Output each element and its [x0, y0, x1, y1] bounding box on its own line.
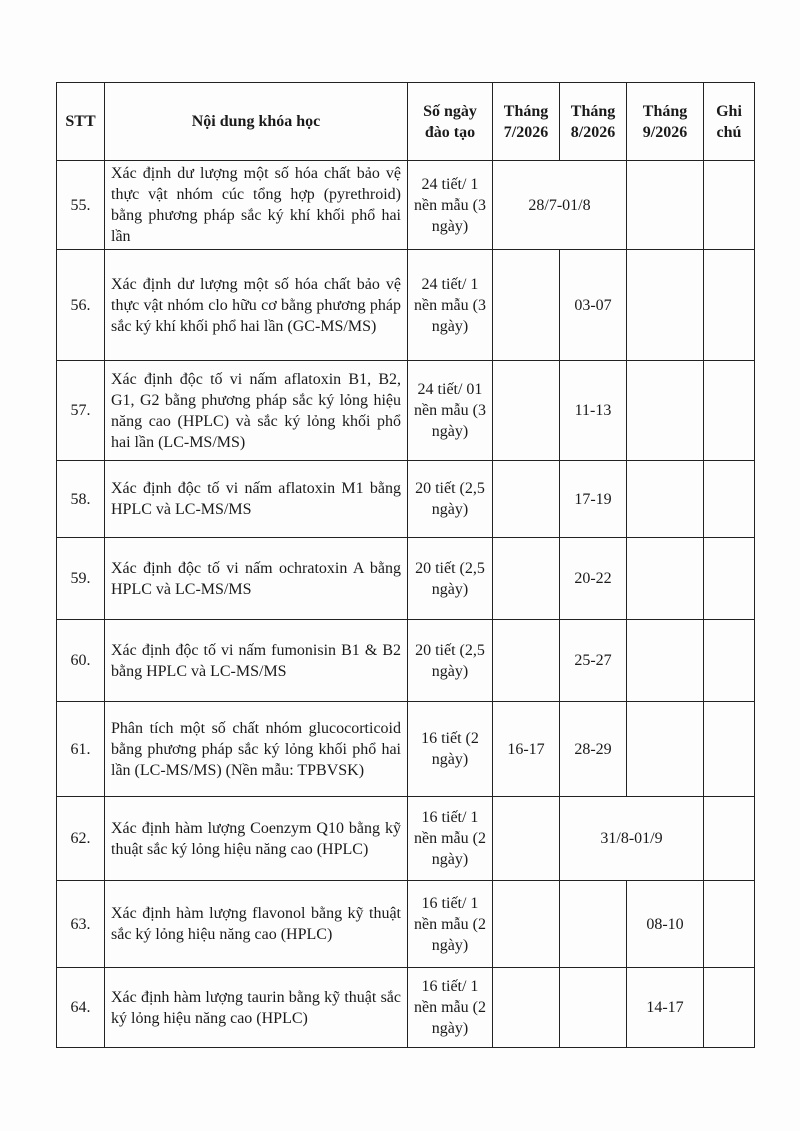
header-month-8: Tháng 8/2026: [560, 83, 627, 161]
training-duration: 20 tiết (2,5 ngày): [408, 538, 493, 620]
table-row: [57, 881, 755, 968]
month-7-cell: [493, 361, 560, 461]
course-content: Phân tích một số chất nhóm glucocorticoid bằng phương pháp sắc ký lỏng khối phổ hai lần (LC-MS/MS) (Nền mẫu: TPBVSK): [105, 702, 408, 797]
row-number: 64.: [57, 968, 105, 1048]
month-7-cell: [493, 968, 560, 1048]
month-9-cell: 08-10: [627, 881, 704, 968]
month-9-cell: 14-17: [627, 968, 704, 1048]
month-7-cell: [493, 797, 560, 881]
header-stt: STT: [57, 83, 105, 161]
course-content: Xác định độc tố vi nấm fumonisin B1 & B2 bằng HPLC và LC-MS/MS: [105, 620, 408, 702]
training-duration: 24 tiết/ 1 nền mẫu (3 ngày): [408, 161, 493, 250]
header-month-9: Tháng 9/2026: [627, 83, 704, 161]
row-number: 58.: [57, 461, 105, 538]
table-row: [57, 620, 755, 702]
month-9-cell: [627, 461, 704, 538]
month-9-cell: [627, 702, 704, 797]
month-8-cell: 03-07: [560, 250, 627, 361]
month-7-cell: [493, 538, 560, 620]
note-cell: [704, 702, 755, 797]
month-8-cell: 17-19: [560, 461, 627, 538]
table-row: [57, 968, 755, 1048]
row-number: 63.: [57, 881, 105, 968]
course-content: Xác định độc tố vi nấm aflatoxin B1, B2, G1, G2 bằng phương pháp sắc ký lỏng hiệu năng cao (HPLC) và sắc ký lỏng khối phổ hai lần (LC-MS/MS): [105, 361, 408, 461]
training-duration: 16 tiết/ 1 nền mẫu (2 ngày): [408, 881, 493, 968]
row-number: 56.: [57, 250, 105, 361]
note-cell: [704, 161, 755, 250]
table-row: [57, 250, 755, 361]
row-number: 62.: [57, 797, 105, 881]
row-number: 59.: [57, 538, 105, 620]
note-cell: [704, 461, 755, 538]
training-duration: 20 tiết (2,5 ngày): [408, 620, 493, 702]
month-8-cell: 28-29: [560, 702, 627, 797]
course-content: Xác định hàm lượng flavonol bằng kỹ thuật sắc ký lỏng hiệu năng cao (HPLC): [105, 881, 408, 968]
training-duration: 24 tiết/ 01 nền mẫu (3 ngày): [408, 361, 493, 461]
month-7-cell: [493, 250, 560, 361]
training-duration: 20 tiết (2,5 ngày): [408, 461, 493, 538]
row-number: 57.: [57, 361, 105, 461]
training-duration: 24 tiết/ 1 nền mẫu (3 ngày): [408, 250, 493, 361]
row-number: 60.: [57, 620, 105, 702]
note-cell: [704, 797, 755, 881]
table-row: [57, 538, 755, 620]
note-cell: [704, 620, 755, 702]
training-duration: 16 tiết (2 ngày): [408, 702, 493, 797]
table-row: [57, 797, 755, 881]
month-7-cell: [493, 881, 560, 968]
course-content: Xác định độc tố vi nấm ochratoxin A bằng HPLC và LC-MS/MS: [105, 538, 408, 620]
month-7-cell: 16-17: [493, 702, 560, 797]
month-7-cell: [493, 620, 560, 702]
month-8-cell: [560, 968, 627, 1048]
header-note: Ghi chú: [704, 83, 755, 161]
table-row: [57, 702, 755, 797]
training-duration: 16 tiết/ 1 nền mẫu (2 ngày): [408, 797, 493, 881]
month-8-cell: 20-22: [560, 538, 627, 620]
table-row: [57, 361, 755, 461]
month-8-cell: [560, 881, 627, 968]
row-number: 55.: [57, 161, 105, 250]
training-duration: 16 tiết/ 1 nền mẫu (2 ngày): [408, 968, 493, 1048]
month-9-cell: [627, 161, 704, 250]
course-content: Xác định dư lượng một số hóa chất bảo vệ thực vật nhóm clo hữu cơ bằng phương pháp sắc ký khí khối phổ hai lần (GC-MS/MS): [105, 250, 408, 361]
month-9-cell: [627, 620, 704, 702]
schedule-date: 31/8-01/9: [560, 797, 704, 881]
table-row: [57, 461, 755, 538]
header-course-content: Nội dung khóa học: [105, 83, 408, 161]
table-row: [57, 161, 755, 250]
note-cell: [704, 361, 755, 461]
month-7-cell: [493, 461, 560, 538]
month-9-cell: [627, 361, 704, 461]
month-9-cell: [627, 250, 704, 361]
table-header-row: [57, 83, 755, 161]
row-number: 61.: [57, 702, 105, 797]
course-content: Xác định hàm lượng taurin bằng kỹ thuật sắc ký lỏng hiệu năng cao (HPLC): [105, 968, 408, 1048]
course-content: Xác định dư lượng một số hóa chất bảo vệ thực vật nhóm cúc tổng hợp (pyrethroid) bằng phương pháp sắc ký khí khối phổ hai lần: [105, 161, 408, 250]
course-content: Xác định hàm lượng Coenzym Q10 bằng kỹ thuật sắc ký lỏng hiệu năng cao (HPLC): [105, 797, 408, 881]
note-cell: [704, 968, 755, 1048]
header-training-days: Số ngày đào tạo: [408, 83, 493, 161]
course-content: Xác định độc tố vi nấm aflatoxin M1 bằng HPLC và LC-MS/MS: [105, 461, 408, 538]
note-cell: [704, 881, 755, 968]
month-8-cell: 25-27: [560, 620, 627, 702]
course-schedule-table: [56, 82, 755, 1048]
month-9-cell: [627, 538, 704, 620]
note-cell: [704, 538, 755, 620]
header-month-7: Tháng 7/2026: [493, 83, 560, 161]
note-cell: [704, 250, 755, 361]
schedule-date: 28/7-01/8: [493, 161, 627, 250]
month-8-cell: 11-13: [560, 361, 627, 461]
